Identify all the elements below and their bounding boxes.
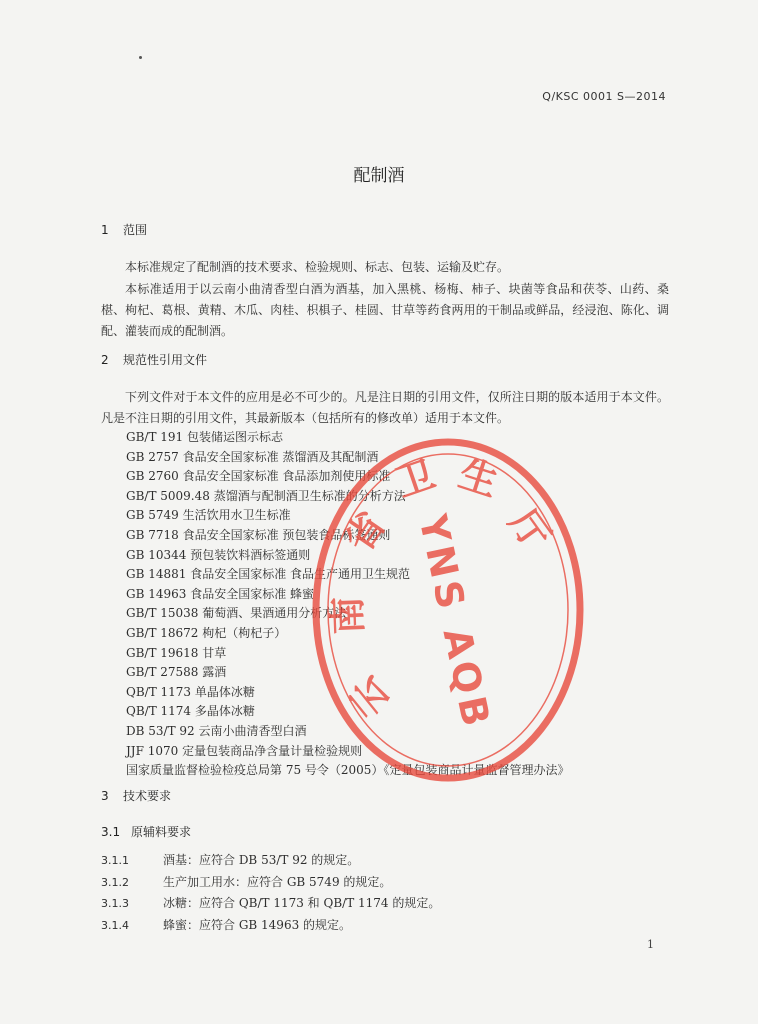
requirement-item [101,872,440,894]
reference-item: 国家质量监督检验检疫总局第 75 号令（2005）《定量包装商品计量监督管理办法》 [126,763,570,778]
reference-item: QB/T 1173 单晶体冰糖 [126,684,255,699]
reference-item: GB 7718 食品安全国家标准 预包装食品标签通则 [126,527,391,542]
requirement-number: 3.1.4 [101,918,129,932]
section-number: 1 [101,223,109,237]
seal-character: 省 [336,503,395,560]
requirement-text: 冰糖：应符合 QB/T 1173 和 QB/T 1174 的规定。 [163,896,441,910]
reference-list [126,428,569,781]
scan-speck [139,56,142,59]
reference-item: GB 2757 食品安全国家标准 蒸馏酒及其配制酒 [126,449,379,464]
requirement-text: 蜂蜜：应符合 GB 14963 的规定。 [163,917,352,932]
reference-item: JJF 1070 定量包装商品净含量计量检验规则 [126,743,363,758]
svg-text:YNS AQB: YNS AQB [410,510,499,734]
references-intro: 下列文件对于本文件的应用是必不可少的。凡是注日期的引用文件，仅所注日期的版本适用于本文件。凡是不注日期的引用文件，其最新版本（包括所有的修改单）适用于本文件。 [101,390,669,425]
requirement-number: 3.1.2 [101,875,129,889]
seal-character: 南 [324,595,371,636]
reference-item: GB 14881 食品安全国家标准 食品生产通用卫生规范 [126,567,411,582]
reference-item: GB/T 191 包装储运图示标志 [126,430,283,444]
page-number: 1 [647,938,654,951]
section-title: 范围 [123,223,148,237]
requirement-text: 酒基：应符合 DB 53/T 92 的规定。 [163,853,360,867]
reference-item: GB 10344 预包装饮料酒标签通则 [126,547,311,562]
scope-paragraph-2: 本标准适用于以云南小曲清香型白酒为酒基，加入黑桃、杨梅、柿子、块菌等食品和茯苓、山药、桑椹、枸杞、葛根、黄精、木瓜、肉桂、枳椇子、桂圆、甘草等药食两用的干制品或鲜品，经浸泡、陈化、调配、灌装而成的配制酒。 [101,282,669,338]
requirement-item [101,850,440,872]
requirement-number: 3.1.3 [101,897,129,910]
reference-item: GB 2760 食品安全国家标准 食品添加剂使用标准 [126,469,391,484]
reference-item: GB/T 27588 露酒 [126,665,227,680]
requirement-item [101,915,440,937]
requirement-list [101,850,440,936]
reference-item: QB/T 1174 多晶体冰糖 [126,704,255,719]
section-heading-scope [101,221,147,238]
section-heading-references [101,351,207,368]
document-code: Q/KSC 0001 S—2014 [542,90,666,103]
section-number: 2 [101,353,109,367]
reference-item: GB 14963 食品安全国家标准 蜂蜜 [126,586,315,601]
reference-item: DB 53/T 92 云南小曲清香型白酒 [126,723,307,738]
subsection-title: 原辅料要求 [131,825,192,839]
reference-item: GB/T 15038 葡萄酒、果酒通用分析方法 [126,606,347,621]
section-title: 规范性引用文件 [123,353,208,367]
requirement-number: 3.1.1 [101,854,129,867]
document-title: 配制酒 [353,166,405,186]
section-title: 技术要求 [123,789,172,803]
requirement-text: 生产加工用水：应符合 GB 5749 的规定。 [163,874,392,889]
requirement-item [101,893,440,915]
seal-character: 生 [453,451,504,505]
seal-character: 云 [340,668,399,726]
subsection-number: 3.1 [101,825,121,839]
reference-item: GB/T 18672 枸杞（枸杞子） [126,625,287,640]
scope-paragraph-1: 本标准规定了配制酒的技术要求、检验规则、标志、包装、运输及贮存。 [125,260,510,274]
reference-item: GB/T 5009.48 蒸馏酒与配制酒卫生标准的分析方法 [126,488,406,503]
reference-item: GB/T 19618 甘草 [126,645,227,660]
seal-character: 卫 [390,451,441,506]
section-number: 3 [101,789,109,803]
subsection-heading-materials [101,823,191,840]
reference-item: GB 5749 生活饮用水卫生标准 [126,508,291,523]
section-heading-technical [101,787,171,804]
seal-character: 厅 [500,501,559,558]
